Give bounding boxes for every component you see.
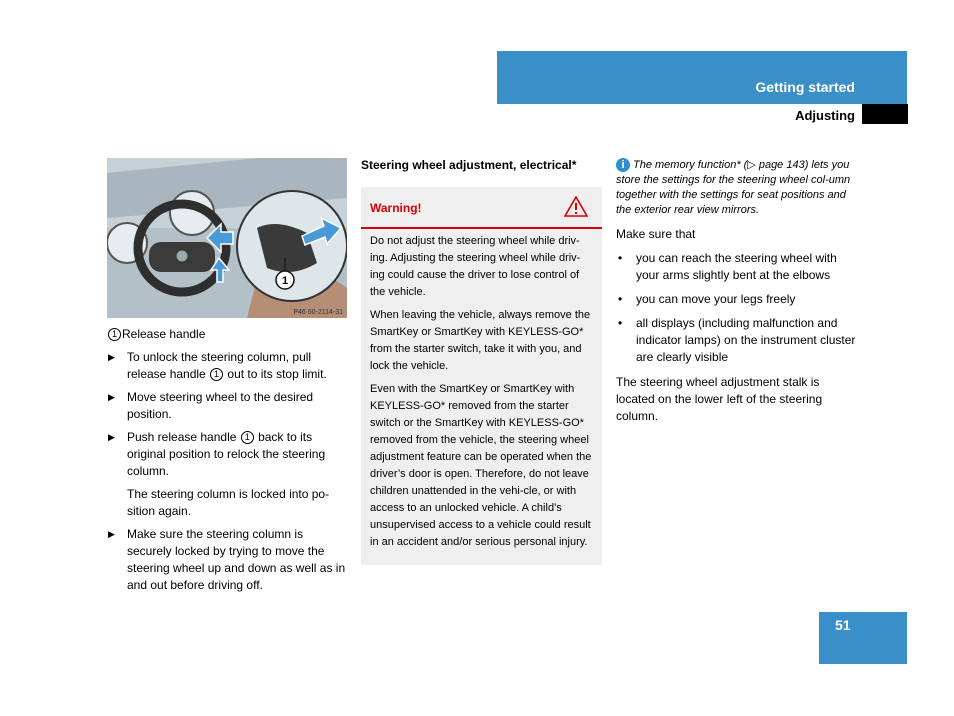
info-text: The memory function* (▷ page 143) lets you store the settings for the steering wheel col-umn together with the settings for seat positions and the exterior rear view mirrors. <box>616 159 851 216</box>
warning-triangle-icon <box>564 196 588 217</box>
page-number: 51 <box>835 617 851 633</box>
step-1-text-a: To unlock the steering column, pull release handle <box>127 350 312 381</box>
list-item-text: you can move your legs freely <box>636 292 796 306</box>
list-item <box>616 315 858 366</box>
step-arrow-icon: ▶ <box>108 529 115 539</box>
callout-number: 1 <box>241 431 254 444</box>
header-bar <box>497 51 907 104</box>
step-3-text-a: Push release handle <box>127 430 240 444</box>
step-arrow-icon: ▶ <box>108 392 115 402</box>
step-4 <box>107 526 347 594</box>
figure-caption <box>107 326 347 343</box>
caption-text: Release handle <box>122 327 206 341</box>
callout-number: 1 <box>210 368 223 381</box>
info-column <box>616 158 858 425</box>
callout-number: 1 <box>108 328 121 341</box>
warning-paragraph-3: Even with the SmartKey or SmartKey with KEYLESS-GO* removed from the starter switch or the SmartKey with KEYLESS-GO* removed from the vehicle, the steering wheel adjustment feature can be operated when the driver’s door is open. Therefore, do not leave children unattended in the vehi-cle, or with access to an unlocked vehicle. A child’s unsupervised access to a vehicle could result in an accident and/or serious personal injury. <box>370 383 592 548</box>
steering-wheel-figure <box>107 158 347 318</box>
list-item <box>616 291 858 308</box>
step-2 <box>107 389 347 423</box>
step-arrow-icon: ▶ <box>108 432 115 442</box>
info-icon: i <box>616 158 630 172</box>
info-note <box>616 158 858 218</box>
step-1-text-b: out to its stop limit. <box>224 367 327 381</box>
instructions-column <box>107 158 347 594</box>
step-1 <box>107 349 347 383</box>
page-number-box <box>819 612 907 664</box>
subsection-title: Adjusting <box>795 108 855 123</box>
list-item <box>616 250 858 284</box>
bullet-icon: • <box>618 292 623 306</box>
warning-column <box>361 155 602 565</box>
step-2-text: Move steering wheel to the desired position. <box>127 390 314 421</box>
bullet-icon: • <box>618 251 623 265</box>
list-item-text: you can reach the steering wheel with your arms slightly bent at the elbows <box>636 251 837 282</box>
step-3-note: The steering column is locked into po-sition again. <box>127 487 330 518</box>
step-3-text-b: back to its original position to relock the steering column. <box>127 430 326 478</box>
figure-callout-1: 1 <box>281 275 289 287</box>
closing-text: The steering wheel adjustment stalk is located on the lower left of the steering column. <box>616 375 823 423</box>
bullet-icon: • <box>618 316 623 330</box>
warning-body <box>361 229 602 565</box>
section-title: Getting started <box>755 79 855 95</box>
intro-text: Make sure that <box>616 227 696 241</box>
subsection-tab <box>862 104 908 124</box>
warning-header <box>361 187 602 229</box>
step-4-text: Make sure the steering column is securely locked by trying to move the steering wheel up and down as well as in and out before driving off. <box>127 527 346 592</box>
figure-code: P46 60-2114-31 <box>293 309 343 316</box>
list-item-text: all displays (including malfunction and indicator lamps) on the instrument cluster are clearly visible <box>636 316 856 364</box>
steering-wheel-illustration <box>107 158 347 318</box>
step-arrow-icon: ▶ <box>108 352 115 362</box>
electrical-adjustment-heading: Steering wheel adjustment, electrical* <box>361 158 577 172</box>
warning-box <box>361 187 602 565</box>
warning-paragraph-1: Do not adjust the steering wheel while driv-ing. Adjusting the steering wheel while driv-ing could cause the driver to lose control of the vehicle. <box>370 235 581 298</box>
step-3 <box>107 429 347 480</box>
warning-label: Warning! <box>370 201 422 215</box>
warning-paragraph-2: When leaving the vehicle, always remove the SmartKey or SmartKey with KEYLESS-GO* from the starter switch, take it with you, and lock the vehicle. <box>370 309 591 372</box>
